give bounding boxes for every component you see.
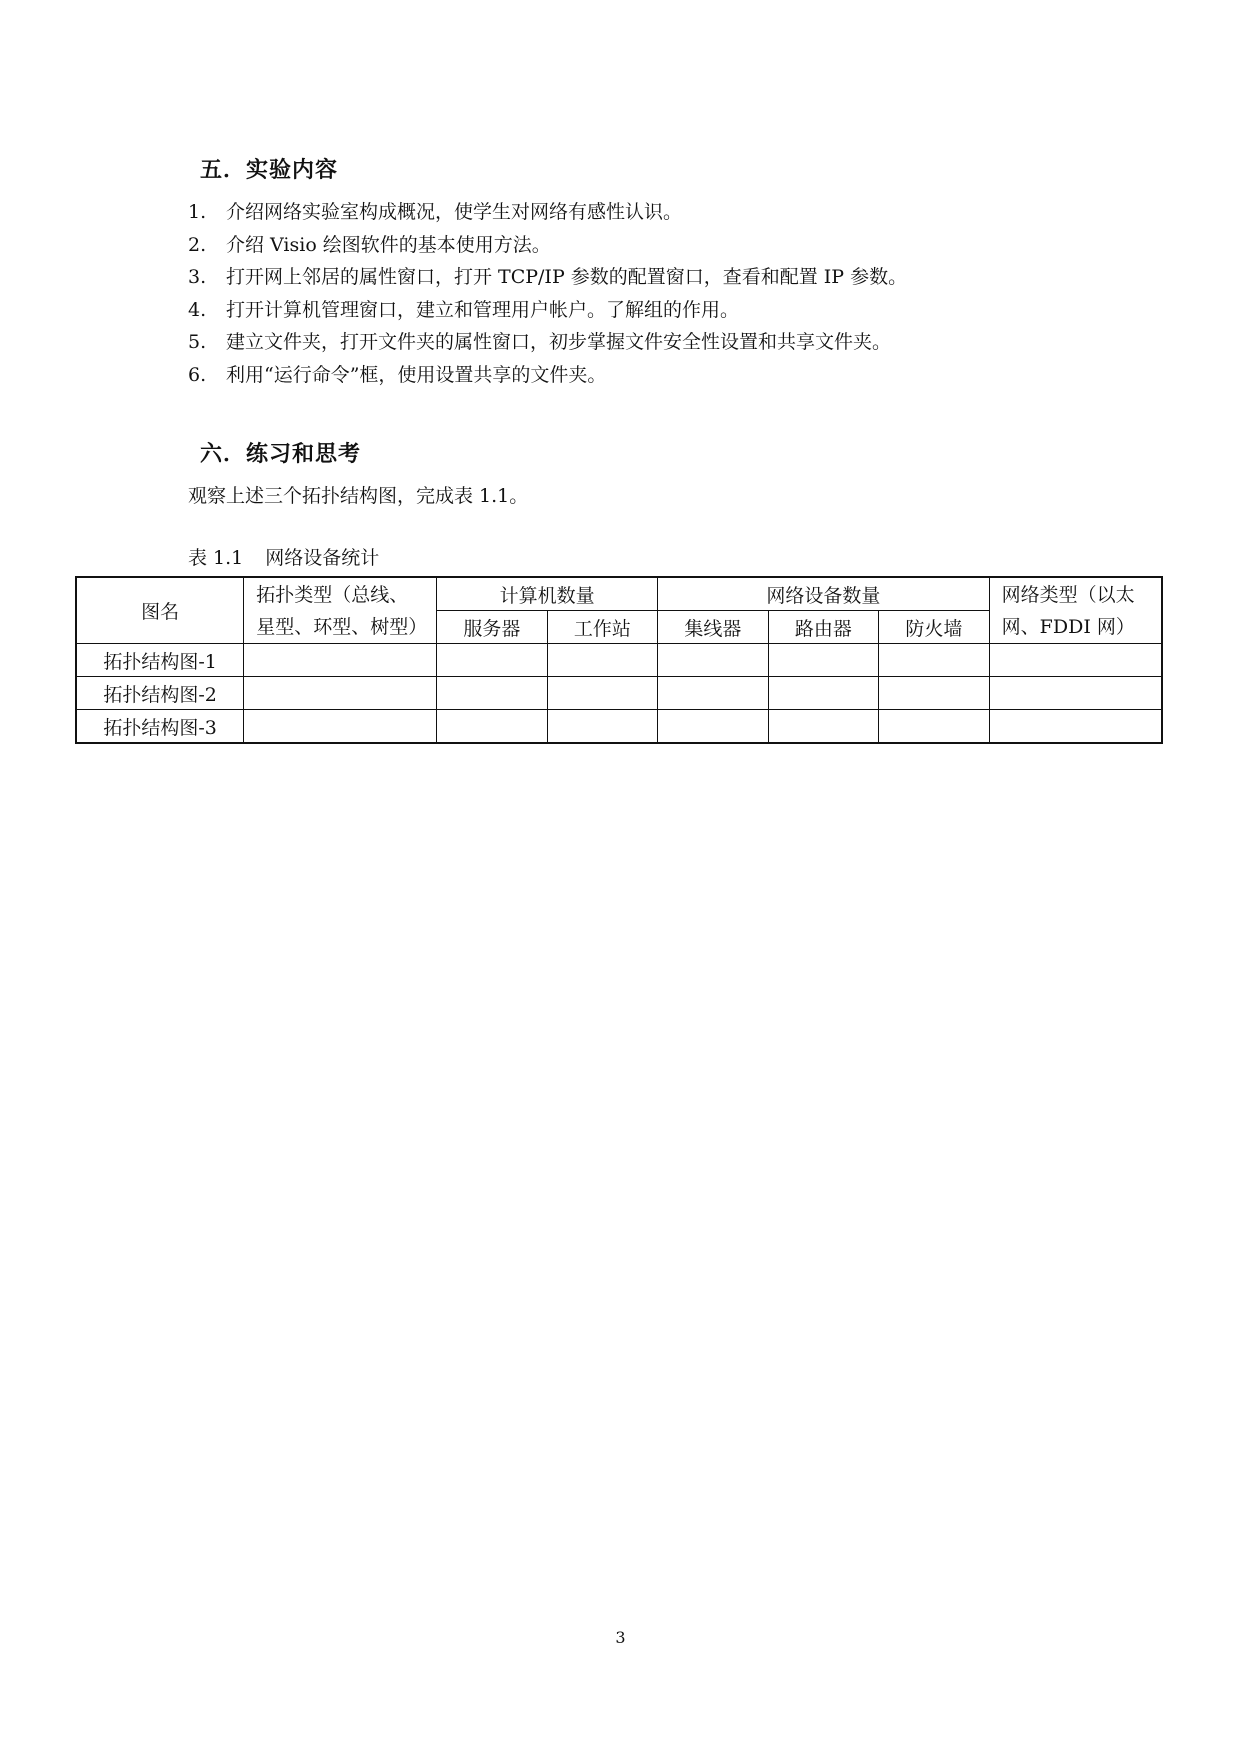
page-number: 3	[615, 1628, 626, 1647]
section-6-heading: 六．练习和思考	[200, 442, 362, 467]
cell-hub[interactable]	[658, 644, 769, 677]
header-topology-type: 拓扑类型（总线、 星型、环型、树型）	[244, 577, 437, 644]
cell-router[interactable]	[768, 677, 879, 710]
row-name: 拓扑结构图-3	[76, 710, 244, 744]
cell-firewall[interactable]	[879, 644, 990, 677]
list-item: 3. 打开网上邻居的属性窗口，打开 TCP/IP 参数的配置窗口，查看和配置 IP 参数。	[188, 266, 908, 288]
cell-router[interactable]	[768, 710, 879, 744]
cell-network-type[interactable]	[989, 677, 1162, 710]
table-row	[76, 644, 1162, 677]
list-item: 1. 介绍网络实验室构成概况，使学生对网络有感性认识。	[188, 201, 683, 223]
list-item: 4. 打开计算机管理窗口，建立和管理用户帐户。了解组的作用。	[188, 298, 740, 321]
row-name: 拓扑结构图-2	[76, 677, 244, 710]
cell-server[interactable]	[437, 710, 548, 744]
table-row	[76, 710, 1162, 744]
network-device-stats-table	[75, 576, 1163, 744]
header-computers: 计算机数量	[437, 577, 658, 611]
cell-workstation[interactable]	[547, 710, 658, 744]
header-router: 路由器	[768, 611, 879, 644]
cell-network-type[interactable]	[989, 710, 1162, 744]
caption-number: 表 1.1	[188, 547, 244, 569]
table-caption	[188, 544, 379, 572]
header-workstation: 工作站	[547, 611, 658, 644]
section-5-heading: 五．实验内容	[200, 158, 339, 183]
cell-workstation[interactable]	[547, 677, 658, 710]
header-server: 服务器	[437, 611, 548, 644]
header-hub: 集线器	[658, 611, 769, 644]
header-network-devices: 网络设备数量	[658, 577, 990, 611]
cell-hub[interactable]	[658, 677, 769, 710]
header-network-type: 网络类型（以太 网、FDDI 网）	[989, 577, 1162, 644]
cell-firewall[interactable]	[879, 710, 990, 744]
list-item: 6. 利用“运行命令”框，使用设置共享的文件夹。	[188, 363, 607, 386]
cell-hub[interactable]	[658, 710, 769, 744]
cell-server[interactable]	[437, 677, 548, 710]
cell-router[interactable]	[768, 644, 879, 677]
cell-topology[interactable]	[244, 677, 437, 710]
cell-network-type[interactable]	[989, 644, 1162, 677]
cell-workstation[interactable]	[547, 644, 658, 677]
row-name: 拓扑结构图-1	[76, 644, 244, 677]
cell-topology[interactable]	[244, 710, 437, 744]
cell-server[interactable]	[437, 644, 548, 677]
list-item: 5. 建立文件夹，打开文件夹的属性窗口，初步掌握文件安全性设置和共享文件夹。	[188, 331, 892, 353]
exercise-paragraph: 观察上述三个拓扑结构图，完成表 1.1。	[188, 485, 529, 507]
cell-firewall[interactable]	[879, 677, 990, 710]
header-name: 图名	[76, 577, 244, 644]
list-item: 2. 介绍 Visio 绘图软件的基本使用方法。	[188, 233, 551, 256]
caption-title: 网络设备统计	[265, 547, 380, 569]
header-firewall: 防火墙	[879, 611, 990, 644]
cell-topology[interactable]	[244, 644, 437, 677]
table-row	[76, 677, 1162, 710]
experiment-content-list	[188, 196, 907, 391]
table-header-row	[76, 577, 1162, 611]
